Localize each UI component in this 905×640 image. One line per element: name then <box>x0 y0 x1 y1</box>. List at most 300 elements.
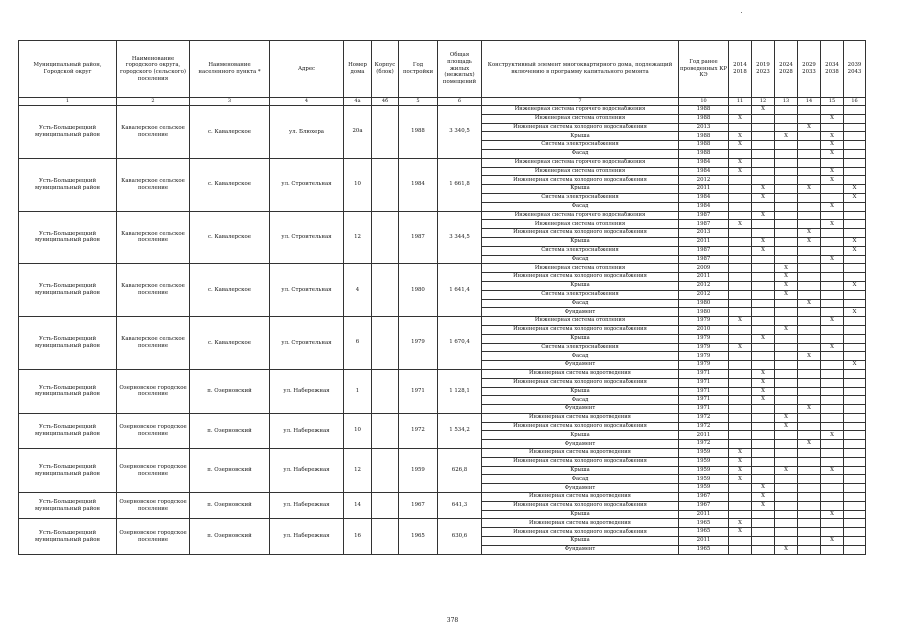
period-mark-cell <box>775 167 798 176</box>
period-mark-cell <box>775 387 798 396</box>
period-mark-cell <box>775 149 798 158</box>
capital-repair-table-sheet <box>18 40 866 555</box>
period-mark-cell <box>729 193 752 202</box>
period-mark-cell: X <box>821 431 844 440</box>
period-mark-cell <box>752 413 775 422</box>
period-mark-cell <box>798 132 821 141</box>
period-mark-cell: X <box>798 405 821 414</box>
period-mark-cell: X <box>821 167 844 176</box>
period-mark-cell: X <box>752 493 775 502</box>
previous-repair-year-cell: 1965 <box>679 545 729 554</box>
period-mark-cell: X <box>775 290 798 299</box>
period-mark-cell <box>775 405 798 414</box>
period-mark-cell <box>729 334 752 343</box>
period-mark-cell: X <box>844 308 866 317</box>
build-year-cell: 1984 <box>399 158 438 211</box>
period-mark-cell <box>844 405 866 414</box>
period-mark-cell <box>775 396 798 405</box>
element-name-cell: Фасад <box>482 396 679 405</box>
period-mark-cell <box>798 519 821 528</box>
period-mark-cell <box>798 361 821 370</box>
build-year-cell: 1979 <box>399 317 438 370</box>
element-name-cell: Фасад <box>482 475 679 484</box>
element-name-cell: Фасад <box>482 202 679 211</box>
period-mark-cell <box>844 466 866 475</box>
previous-repair-year-cell: 1987 <box>679 211 729 220</box>
street-cell: ул. Строительная <box>270 317 344 370</box>
period-mark-cell <box>844 422 866 431</box>
previous-repair-year-cell: 1971 <box>679 369 729 378</box>
period-mark-cell <box>775 440 798 449</box>
period-mark-cell <box>729 246 752 255</box>
period-mark-cell <box>821 422 844 431</box>
period-mark-cell <box>844 273 866 282</box>
street-cell: ул. Строительная <box>270 211 344 264</box>
block-cell <box>372 211 399 264</box>
period-mark-cell: X <box>752 246 775 255</box>
locality-cell: п. Озерновский <box>190 369 270 413</box>
column-number: 13 <box>775 98 798 106</box>
period-mark-cell <box>844 176 866 185</box>
element-name-cell: Инженерная система водоотведения <box>482 449 679 458</box>
period-mark-cell <box>775 255 798 264</box>
period-mark-cell <box>821 484 844 493</box>
previous-repair-year-cell: 1959 <box>679 466 729 475</box>
house-number-cell: 16 <box>344 519 372 554</box>
period-mark-cell: X <box>821 202 844 211</box>
period-mark-cell <box>821 528 844 537</box>
previous-repair-year-cell: 1959 <box>679 457 729 466</box>
period-mark-cell <box>775 369 798 378</box>
period-mark-cell: X <box>729 457 752 466</box>
previous-repair-year-cell: 1987 <box>679 255 729 264</box>
period-mark-cell <box>798 493 821 502</box>
period-mark-cell <box>729 484 752 493</box>
period-mark-cell <box>844 475 866 484</box>
period-mark-cell <box>821 158 844 167</box>
period-mark-cell <box>844 387 866 396</box>
period-mark-cell: X <box>821 141 844 150</box>
period-mark-cell: X <box>775 325 798 334</box>
period-mark-cell <box>821 378 844 387</box>
column-header: Общая площадь жилых (нежилых) помещений <box>438 41 482 98</box>
previous-repair-year-cell: 1980 <box>679 299 729 308</box>
area-cell: 630,6 <box>438 519 482 554</box>
house-number-cell: 4 <box>344 264 372 317</box>
period-mark-cell <box>752 114 775 123</box>
period-mark-cell <box>844 106 866 115</box>
district-cell: Усть-Большерецкий муниципальный район <box>19 106 117 159</box>
period-mark-cell <box>821 193 844 202</box>
table-row <box>19 519 866 528</box>
period-mark-cell <box>798 114 821 123</box>
settlement-cell: Кавалерское сельское поселение <box>117 158 190 211</box>
block-cell <box>372 158 399 211</box>
period-mark-cell <box>798 396 821 405</box>
period-mark-cell: X <box>729 167 752 176</box>
locality-cell: с. Кавалерское <box>190 211 270 264</box>
column-number: 4а <box>344 98 372 106</box>
street-cell: ул. Блюхера <box>270 106 344 159</box>
period-mark-cell <box>752 449 775 458</box>
column-header: Муниципальный район, Городской округ <box>19 41 117 98</box>
period-mark-cell <box>821 440 844 449</box>
period-mark-cell <box>775 237 798 246</box>
element-name-cell: Инженерная система горячего водоснабжения <box>482 158 679 167</box>
period-mark-cell <box>821 501 844 510</box>
element-name-cell: Инженерная система водоотведения <box>482 413 679 422</box>
element-name-cell: Фасад <box>482 352 679 361</box>
element-name-cell: Инженерная система водоотведения <box>482 369 679 378</box>
element-name-cell: Инженерная система холодного водоснабжения <box>482 528 679 537</box>
capital-repair-table <box>18 40 866 555</box>
period-mark-cell <box>821 237 844 246</box>
period-mark-cell <box>821 493 844 502</box>
previous-repair-year-cell: 1984 <box>679 193 729 202</box>
element-name-cell: Крыша <box>482 466 679 475</box>
element-name-cell: Инженерная система холодного водоснабжения <box>482 422 679 431</box>
previous-repair-year-cell: 1988 <box>679 132 729 141</box>
period-mark-cell <box>752 475 775 484</box>
period-mark-cell <box>844 114 866 123</box>
period-mark-cell <box>844 343 866 352</box>
district-cell: Усть-Большерецкий муниципальный район <box>19 493 117 519</box>
period-mark-cell <box>821 361 844 370</box>
period-mark-cell <box>844 149 866 158</box>
previous-repair-year-cell: 2011 <box>679 273 729 282</box>
column-header: 2034 2038 <box>821 41 844 98</box>
period-mark-cell: X <box>821 149 844 158</box>
period-mark-cell <box>775 106 798 115</box>
period-mark-cell <box>844 202 866 211</box>
previous-repair-year-cell: 1988 <box>679 141 729 150</box>
period-mark-cell <box>798 193 821 202</box>
column-number: 12 <box>752 98 775 106</box>
house-number-cell: 12 <box>344 211 372 264</box>
period-mark-cell <box>729 510 752 519</box>
element-name-cell: Инженерная система холодного водоснабжения <box>482 378 679 387</box>
period-mark-cell <box>798 106 821 115</box>
period-mark-cell <box>752 405 775 414</box>
period-mark-cell <box>844 158 866 167</box>
previous-repair-year-cell: 1972 <box>679 413 729 422</box>
period-mark-cell <box>729 123 752 132</box>
period-mark-cell: X <box>821 343 844 352</box>
period-mark-cell <box>798 334 821 343</box>
previous-repair-year-cell: 1965 <box>679 528 729 537</box>
column-number-row <box>19 98 866 106</box>
settlement-cell: Кавалерское сельское поселение <box>117 317 190 370</box>
settlement-cell: Кавалерское сельское поселение <box>117 106 190 159</box>
table-row <box>19 106 866 115</box>
previous-repair-year-cell: 1988 <box>679 149 729 158</box>
period-mark-cell <box>729 413 752 422</box>
period-mark-cell <box>775 519 798 528</box>
period-mark-cell <box>729 501 752 510</box>
period-mark-cell <box>729 202 752 211</box>
build-year-cell: 1972 <box>399 413 438 448</box>
period-mark-cell: X <box>821 317 844 326</box>
column-header: Конструктивный элемент многоквартирного дома, подлежащий включению в программу капитального ремонта <box>482 41 679 98</box>
period-mark-cell <box>729 325 752 334</box>
locality-cell: с. Кавалерское <box>190 106 270 159</box>
period-mark-cell: X <box>844 281 866 290</box>
period-mark-cell <box>752 273 775 282</box>
previous-repair-year-cell: 1971 <box>679 387 729 396</box>
period-mark-cell: X <box>752 396 775 405</box>
period-mark-cell: X <box>752 501 775 510</box>
period-mark-cell <box>752 229 775 238</box>
street-cell: ул. Набережная <box>270 413 344 448</box>
period-mark-cell <box>821 185 844 194</box>
settlement-cell: Озерновское городское поселение <box>117 493 190 519</box>
period-mark-cell <box>844 352 866 361</box>
period-mark-cell <box>844 167 866 176</box>
column-number: 15 <box>821 98 844 106</box>
period-mark-cell <box>752 264 775 273</box>
period-mark-cell: X <box>798 299 821 308</box>
period-mark-cell <box>798 369 821 378</box>
period-mark-cell: X <box>729 343 752 352</box>
locality-cell: п. Озерновский <box>190 493 270 519</box>
district-cell: Усть-Большерецкий муниципальный район <box>19 449 117 493</box>
column-number: 4б <box>372 98 399 106</box>
period-mark-cell <box>775 449 798 458</box>
build-year-cell: 1980 <box>399 264 438 317</box>
period-mark-cell <box>798 537 821 546</box>
house-number-cell: 1 <box>344 369 372 413</box>
period-mark-cell <box>775 343 798 352</box>
period-mark-cell: X <box>798 352 821 361</box>
element-name-cell: Фундамент <box>482 440 679 449</box>
period-mark-cell <box>775 378 798 387</box>
period-mark-cell <box>798 158 821 167</box>
period-mark-cell <box>752 299 775 308</box>
period-mark-cell: X <box>752 106 775 115</box>
element-name-cell: Фундамент <box>482 405 679 414</box>
district-cell: Усть-Большерецкий муниципальный район <box>19 369 117 413</box>
period-mark-cell <box>844 528 866 537</box>
period-mark-cell <box>752 352 775 361</box>
district-cell: Усть-Большерецкий муниципальный район <box>19 264 117 317</box>
block-cell <box>372 369 399 413</box>
locality-cell: с. Кавалерское <box>190 317 270 370</box>
period-mark-cell: X <box>729 220 752 229</box>
period-mark-cell: X <box>729 132 752 141</box>
street-cell: ул. Набережная <box>270 369 344 413</box>
settlement-cell: Озерновское городское поселение <box>117 449 190 493</box>
period-mark-cell: X <box>775 545 798 554</box>
locality-cell: п. Озерновский <box>190 413 270 448</box>
street-cell: ул. Набережная <box>270 449 344 493</box>
period-mark-cell: X <box>775 264 798 273</box>
header-row <box>19 41 866 98</box>
column-header: 2029 2033 <box>798 41 821 98</box>
build-year-cell: 1988 <box>399 106 438 159</box>
previous-repair-year-cell: 1979 <box>679 361 729 370</box>
period-mark-cell <box>775 431 798 440</box>
column-number: 1 <box>19 98 117 106</box>
period-mark-cell <box>775 220 798 229</box>
period-mark-cell <box>844 229 866 238</box>
period-mark-cell: X <box>821 537 844 546</box>
period-mark-cell <box>729 493 752 502</box>
period-mark-cell <box>798 264 821 273</box>
street-cell: ул. Строительная <box>270 158 344 211</box>
previous-repair-year-cell: 1979 <box>679 343 729 352</box>
period-mark-cell <box>775 457 798 466</box>
period-mark-cell <box>752 290 775 299</box>
period-mark-cell: X <box>821 255 844 264</box>
period-mark-cell <box>752 361 775 370</box>
period-mark-cell <box>729 211 752 220</box>
period-mark-cell <box>844 510 866 519</box>
period-mark-cell <box>729 273 752 282</box>
period-mark-cell <box>729 237 752 246</box>
area-cell: 626,8 <box>438 449 482 493</box>
period-mark-cell <box>729 422 752 431</box>
period-mark-cell <box>752 317 775 326</box>
period-mark-cell: X <box>752 211 775 220</box>
period-mark-cell: X <box>844 361 866 370</box>
element-name-cell: Инженерная система горячего водоснабжения <box>482 211 679 220</box>
period-mark-cell <box>775 510 798 519</box>
period-mark-cell: X <box>752 237 775 246</box>
period-mark-cell <box>798 167 821 176</box>
period-mark-cell: X <box>729 466 752 475</box>
period-mark-cell: X <box>844 246 866 255</box>
settlement-cell: Озерновское городское поселение <box>117 519 190 554</box>
previous-repair-year-cell: 1967 <box>679 501 729 510</box>
column-number: 10 <box>679 98 729 106</box>
period-mark-cell: X <box>752 387 775 396</box>
element-name-cell: Инженерная система холодного водоснабжения <box>482 123 679 132</box>
period-mark-cell: X <box>775 281 798 290</box>
period-mark-cell <box>775 308 798 317</box>
period-mark-cell: X <box>821 132 844 141</box>
period-mark-cell <box>844 132 866 141</box>
column-header: 2014 2018 <box>729 41 752 98</box>
element-name-cell: Инженерная система холодного водоснабжения <box>482 229 679 238</box>
period-mark-cell <box>844 493 866 502</box>
previous-repair-year-cell: 2011 <box>679 431 729 440</box>
period-mark-cell: X <box>752 378 775 387</box>
table-row <box>19 317 866 326</box>
period-mark-cell <box>798 202 821 211</box>
element-name-cell: Фасад <box>482 299 679 308</box>
period-mark-cell <box>844 325 866 334</box>
period-mark-cell <box>844 317 866 326</box>
period-mark-cell <box>752 255 775 264</box>
period-mark-cell <box>844 545 866 554</box>
settlement-cell: Озерновское городское поселение <box>117 413 190 448</box>
previous-repair-year-cell: 1967 <box>679 493 729 502</box>
element-name-cell: Фасад <box>482 149 679 158</box>
period-mark-cell <box>798 220 821 229</box>
locality-cell: с. Кавалерское <box>190 158 270 211</box>
previous-repair-year-cell: 1979 <box>679 352 729 361</box>
period-mark-cell <box>821 273 844 282</box>
period-mark-cell <box>798 422 821 431</box>
previous-repair-year-cell: 1965 <box>679 519 729 528</box>
previous-repair-year-cell: 1988 <box>679 114 729 123</box>
column-header: 2024 2028 <box>775 41 798 98</box>
period-mark-cell <box>821 290 844 299</box>
period-mark-cell: X <box>821 466 844 475</box>
table-body <box>19 106 866 555</box>
period-mark-cell <box>798 255 821 264</box>
period-mark-cell <box>752 308 775 317</box>
element-name-cell: Крыша <box>482 334 679 343</box>
period-mark-cell <box>775 501 798 510</box>
period-mark-cell: X <box>798 123 821 132</box>
period-mark-cell <box>729 149 752 158</box>
period-mark-cell <box>821 413 844 422</box>
period-mark-cell <box>798 545 821 554</box>
settlement-cell: Кавалерское сельское поселение <box>117 264 190 317</box>
period-mark-cell <box>844 519 866 528</box>
period-mark-cell <box>798 378 821 387</box>
period-mark-cell <box>821 325 844 334</box>
period-mark-cell: X <box>775 413 798 422</box>
table-row <box>19 264 866 273</box>
period-mark-cell <box>752 510 775 519</box>
period-mark-cell <box>729 545 752 554</box>
element-name-cell: Крыша <box>482 237 679 246</box>
house-number-cell: 6 <box>344 317 372 370</box>
period-mark-cell <box>821 387 844 396</box>
period-mark-cell: X <box>775 132 798 141</box>
period-mark-cell <box>821 352 844 361</box>
element-name-cell: Фундамент <box>482 308 679 317</box>
element-name-cell: Крыша <box>482 185 679 194</box>
element-name-cell: Инженерная система отопления <box>482 167 679 176</box>
period-mark-cell <box>798 449 821 458</box>
period-mark-cell: X <box>729 519 752 528</box>
period-mark-cell <box>729 431 752 440</box>
element-name-cell: Инженерная система водоотведения <box>482 519 679 528</box>
period-mark-cell <box>752 281 775 290</box>
column-number: 6 <box>438 98 482 106</box>
previous-repair-year-cell: 1971 <box>679 378 729 387</box>
previous-repair-year-cell: 1959 <box>679 484 729 493</box>
period-mark-cell <box>844 457 866 466</box>
period-mark-cell <box>775 352 798 361</box>
period-mark-cell: X <box>821 510 844 519</box>
period-mark-cell <box>729 396 752 405</box>
street-cell: ул. Набережная <box>270 519 344 554</box>
area-cell: 3 344,5 <box>438 211 482 264</box>
period-mark-cell <box>821 475 844 484</box>
previous-repair-year-cell: 2012 <box>679 290 729 299</box>
period-mark-cell <box>775 361 798 370</box>
period-mark-cell <box>798 211 821 220</box>
element-name-cell: Инженерная система отопления <box>482 114 679 123</box>
period-mark-cell <box>729 255 752 264</box>
period-mark-cell <box>752 457 775 466</box>
period-mark-cell: X <box>821 220 844 229</box>
district-cell: Усть-Большерецкий муниципальный район <box>19 317 117 370</box>
period-mark-cell <box>844 440 866 449</box>
period-mark-cell: X <box>775 422 798 431</box>
period-mark-cell <box>821 246 844 255</box>
period-mark-cell <box>752 519 775 528</box>
period-mark-cell <box>821 299 844 308</box>
period-mark-cell <box>821 281 844 290</box>
element-name-cell: Фундамент <box>482 484 679 493</box>
element-name-cell: Система электроснабжения <box>482 343 679 352</box>
period-mark-cell: X <box>729 317 752 326</box>
